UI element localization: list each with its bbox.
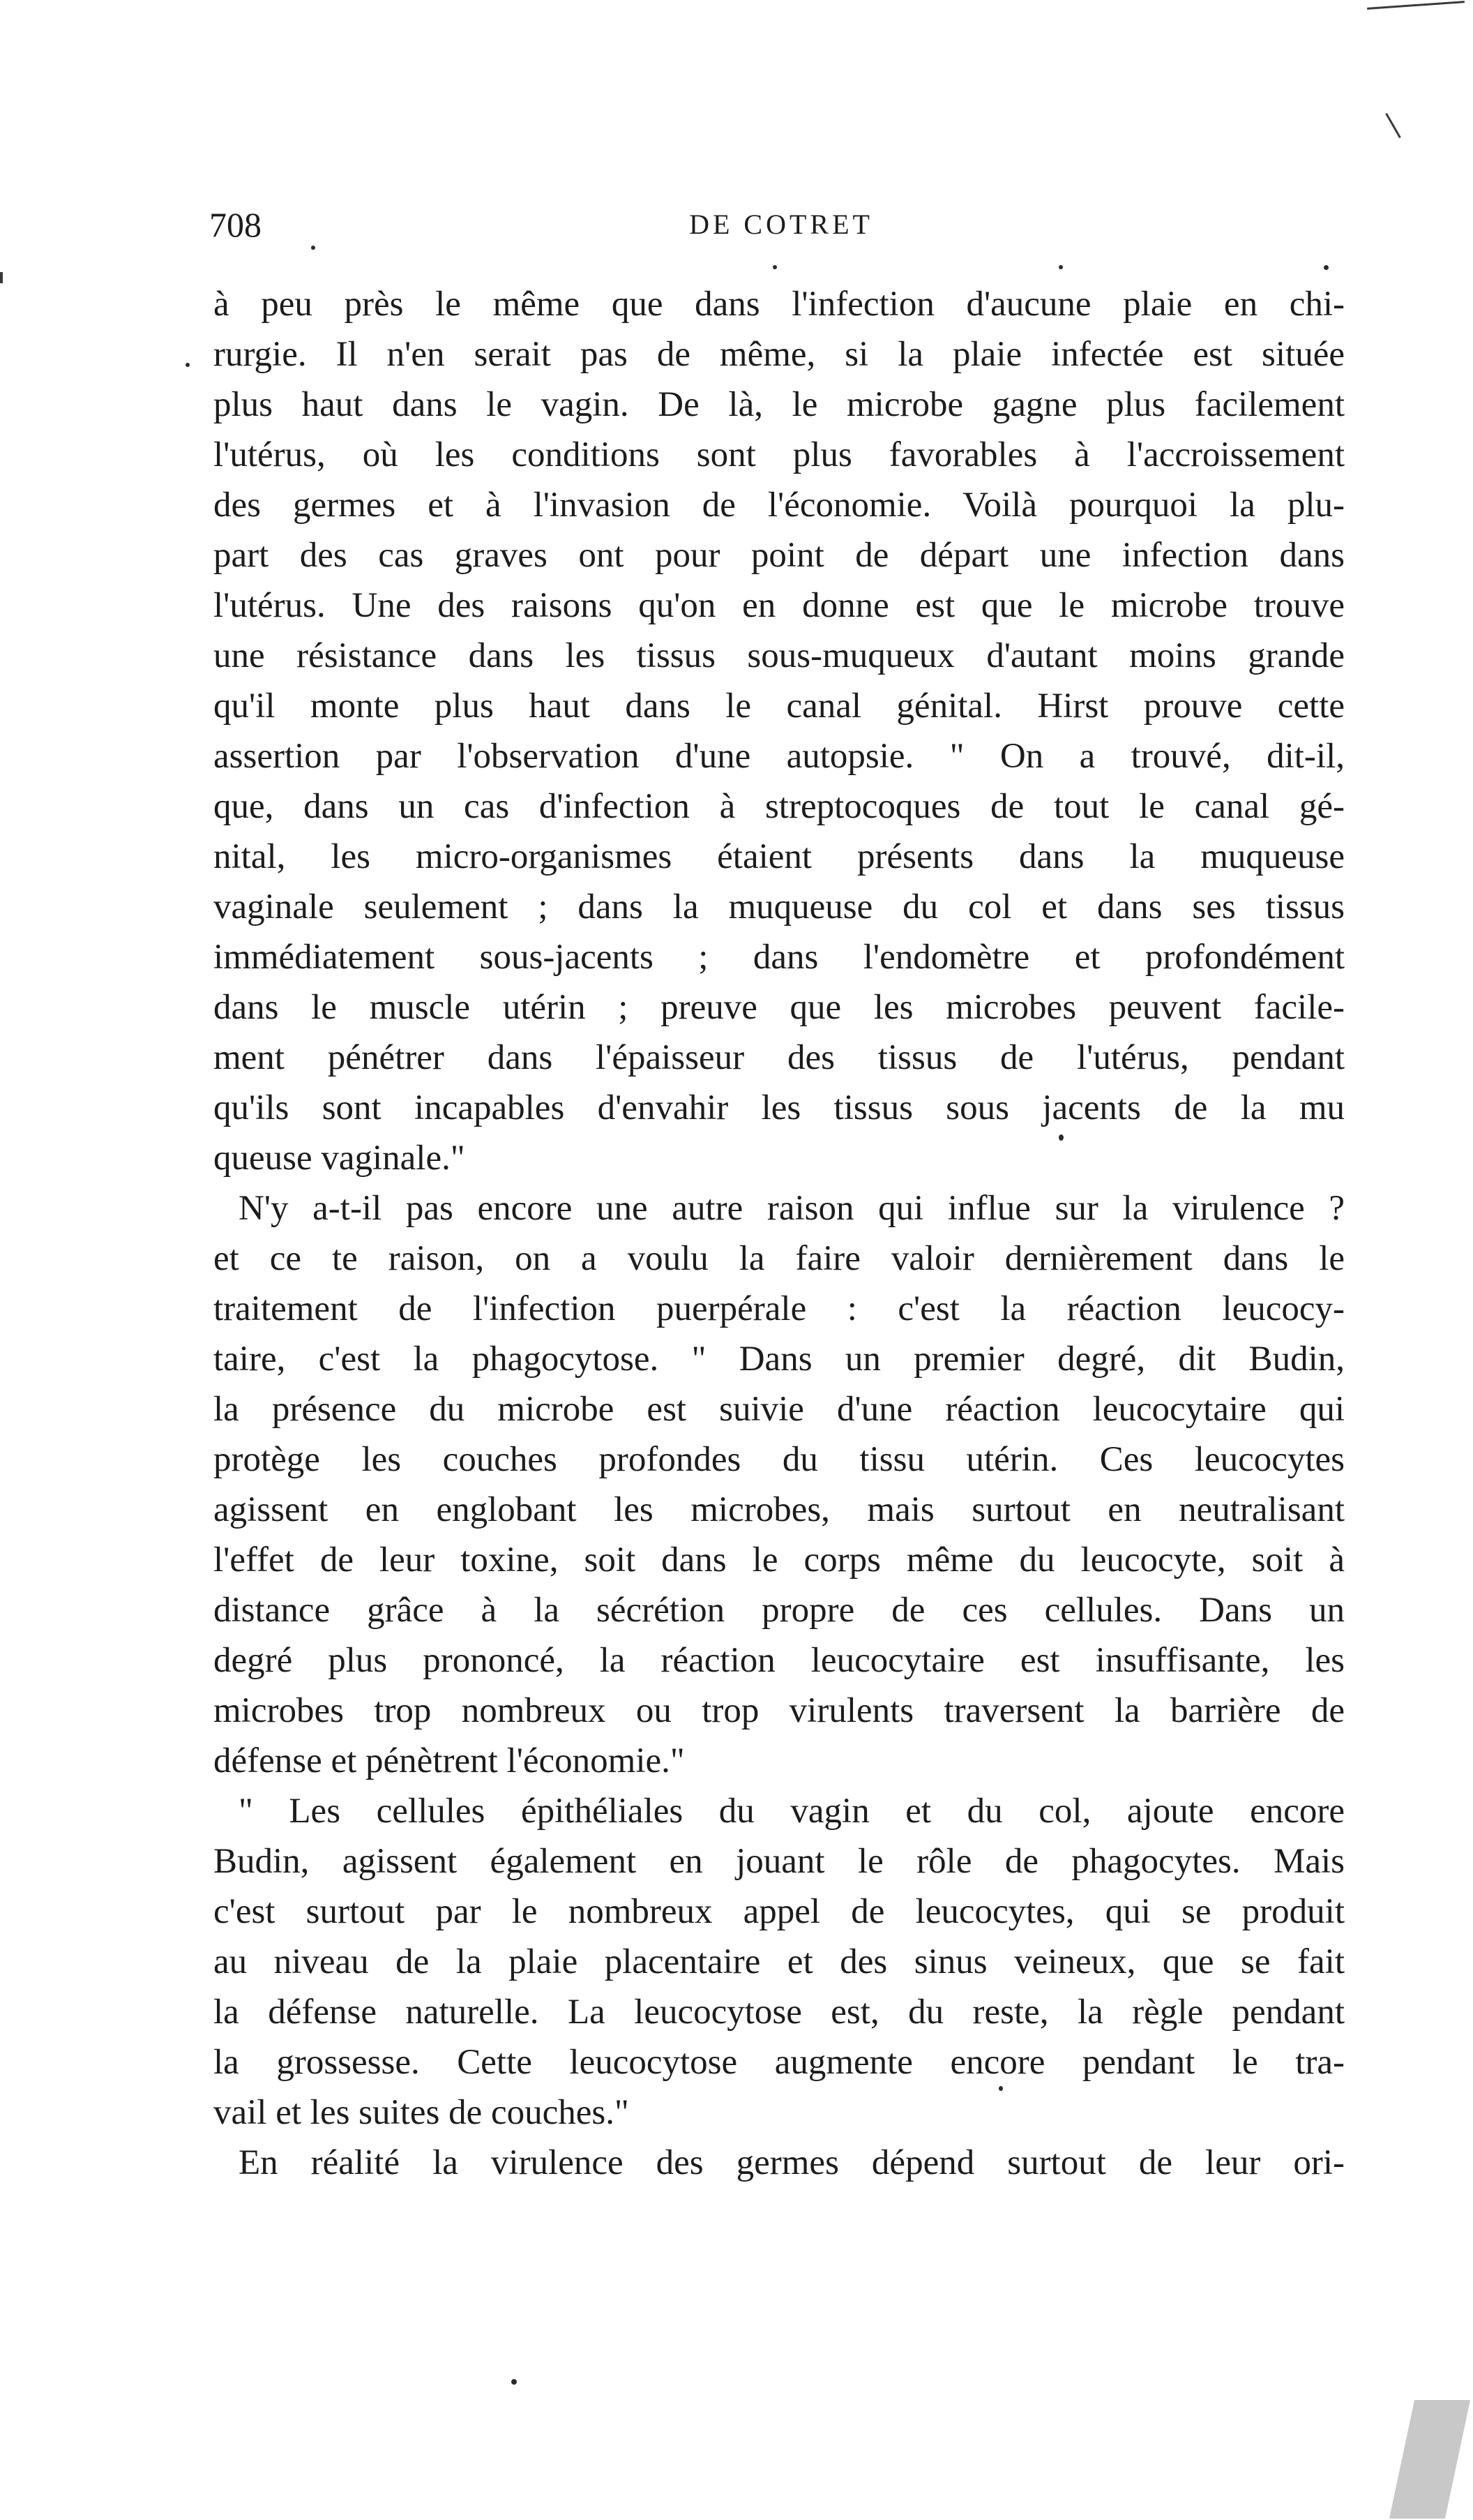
text-line: degré plus prononcé, la réaction leucocytaire est insuffisante, les	[213, 1641, 1345, 1680]
edge-mark	[1389, 2400, 1470, 2519]
text-line: part des cas graves ont pour point de départ une infection dans	[213, 536, 1345, 575]
text-line: immédiatement sous-jacents ; dans l'endomètre et profondément	[213, 938, 1345, 977]
text-line: plus haut dans le vagin. De là, le microbe gagne plus facilement	[213, 385, 1345, 424]
running-head: DE COTRET	[689, 209, 873, 240]
edge-mark	[1385, 113, 1401, 138]
text-line: nital, les micro-organismes étaient présents dans la muqueuse	[213, 837, 1345, 876]
text-line: vaginale seulement ; dans la muqueuse du col et dans ses tissus	[213, 887, 1345, 927]
text-line: à peu près le même que dans l'infection d'aucune plaie en chi-	[213, 285, 1345, 324]
text-line: protège les couches profondes du tissu utérin. Ces leucocytes	[213, 1440, 1345, 1479]
scan-speck	[1324, 265, 1329, 270]
scan-speck	[511, 2379, 517, 2385]
text-line: la présence du microbe est suivie d'une réaction leucocytaire qui	[213, 1390, 1345, 1429]
text-line: N'y a-t-il pas encore une autre raison qui influe sur la virulence ?	[239, 1189, 1345, 1228]
text-line: au niveau de la plaie placentaire et des sinus veineux, que se fait	[213, 1942, 1345, 1981]
scan-speck	[1059, 265, 1063, 269]
text-line: distance grâce à la sécrétion propre de ces cellules. Dans un	[213, 1591, 1345, 1630]
edge-mark	[0, 272, 3, 283]
text-line: taire, c'est la phagocytose. " Dans un premier degré, dit Budin,	[213, 1340, 1345, 1379]
text-line: une résistance dans les tissus sous-muqueux d'autant moins grande	[213, 636, 1345, 675]
scan-speck	[773, 265, 777, 269]
text-line: vail et les suites de couches."	[213, 2093, 629, 2132]
text-line: " Les cellules épithéliales du vagin et du col, ajoute encore	[239, 1792, 1345, 1831]
edge-mark	[1367, 1, 1465, 10]
text-line: agissent en englobant les microbes, mais surtout en neutralisant	[213, 1490, 1345, 1529]
text-line: ment pénétrer dans l'épaisseur des tissus de l'utérus, pendant	[213, 1038, 1345, 1077]
text-line: assertion par l'observation d'une autopsie. " On a trouvé, dit-il,	[213, 737, 1345, 776]
text-line: En réalité la virulence des germes dépend surtout de leur ori-	[239, 2143, 1345, 2182]
scan-speck	[999, 2086, 1003, 2091]
text-line: la grossesse. Cette leucocytose augmente encore pendant le tra-	[213, 2043, 1345, 2082]
body-text	[213, 279, 1345, 2188]
text-line: défense et pénètrent l'économie."	[213, 1741, 685, 1780]
text-line: queuse vaginale."	[213, 1139, 465, 1178]
text-line: c'est surtout par le nombreux appel de leucocytes, qui se produit	[213, 1892, 1345, 1931]
text-line: microbes trop nombreux ou trop virulents traversent la barrière de	[213, 1691, 1345, 1730]
scan-speck	[311, 246, 315, 250]
text-line: qu'ils sont incapables d'envahir les tissus sous jacents de la mu	[213, 1088, 1345, 1127]
paragraph-virulence	[213, 1183, 1345, 1786]
scan-speck	[186, 363, 190, 367]
paragraph-continued	[213, 279, 1345, 1183]
text-line: rurgie. Il n'en serait pas de même, si la plaie infectée est située	[213, 335, 1345, 374]
text-line: la défense naturelle. La leucocytose est, du reste, la règle pendant	[213, 1993, 1345, 2032]
scan-speck	[1059, 1134, 1064, 1141]
text-line: qu'il monte plus haut dans le canal génital. Hirst prouve cette	[213, 687, 1345, 726]
text-line: traitement de l'infection puerpérale : c'est la réaction leucocy-	[213, 1289, 1345, 1328]
text-line: que, dans un cas d'infection à streptocoques de tout le canal gé-	[213, 787, 1345, 826]
text-line: l'utérus. Une des raisons qu'on en donne est que le microbe trouve	[213, 586, 1345, 625]
text-line: dans le muscle utérin ; preuve que les microbes peuvent facile-	[213, 988, 1345, 1027]
page-number: 708	[209, 205, 262, 244]
text-line: et ce te raison, on a voulu la faire valoir dernièrement dans le	[213, 1239, 1345, 1278]
paragraph-final	[213, 2138, 1345, 2188]
text-line: Budin, agissent également en jouant le rôle de phagocytes. Mais	[213, 1842, 1345, 1881]
page-header	[209, 204, 1353, 246]
text-line: l'effet de leur toxine, soit dans le corps même du leucocyte, soit à	[213, 1540, 1345, 1580]
text-line: l'utérus, où les conditions sont plus favorables à l'accroissement	[213, 435, 1345, 474]
text-line: des germes et à l'invasion de l'économie. Voilà pourquoi la plu-	[213, 486, 1345, 525]
paragraph-budin-quote	[213, 1786, 1345, 2138]
